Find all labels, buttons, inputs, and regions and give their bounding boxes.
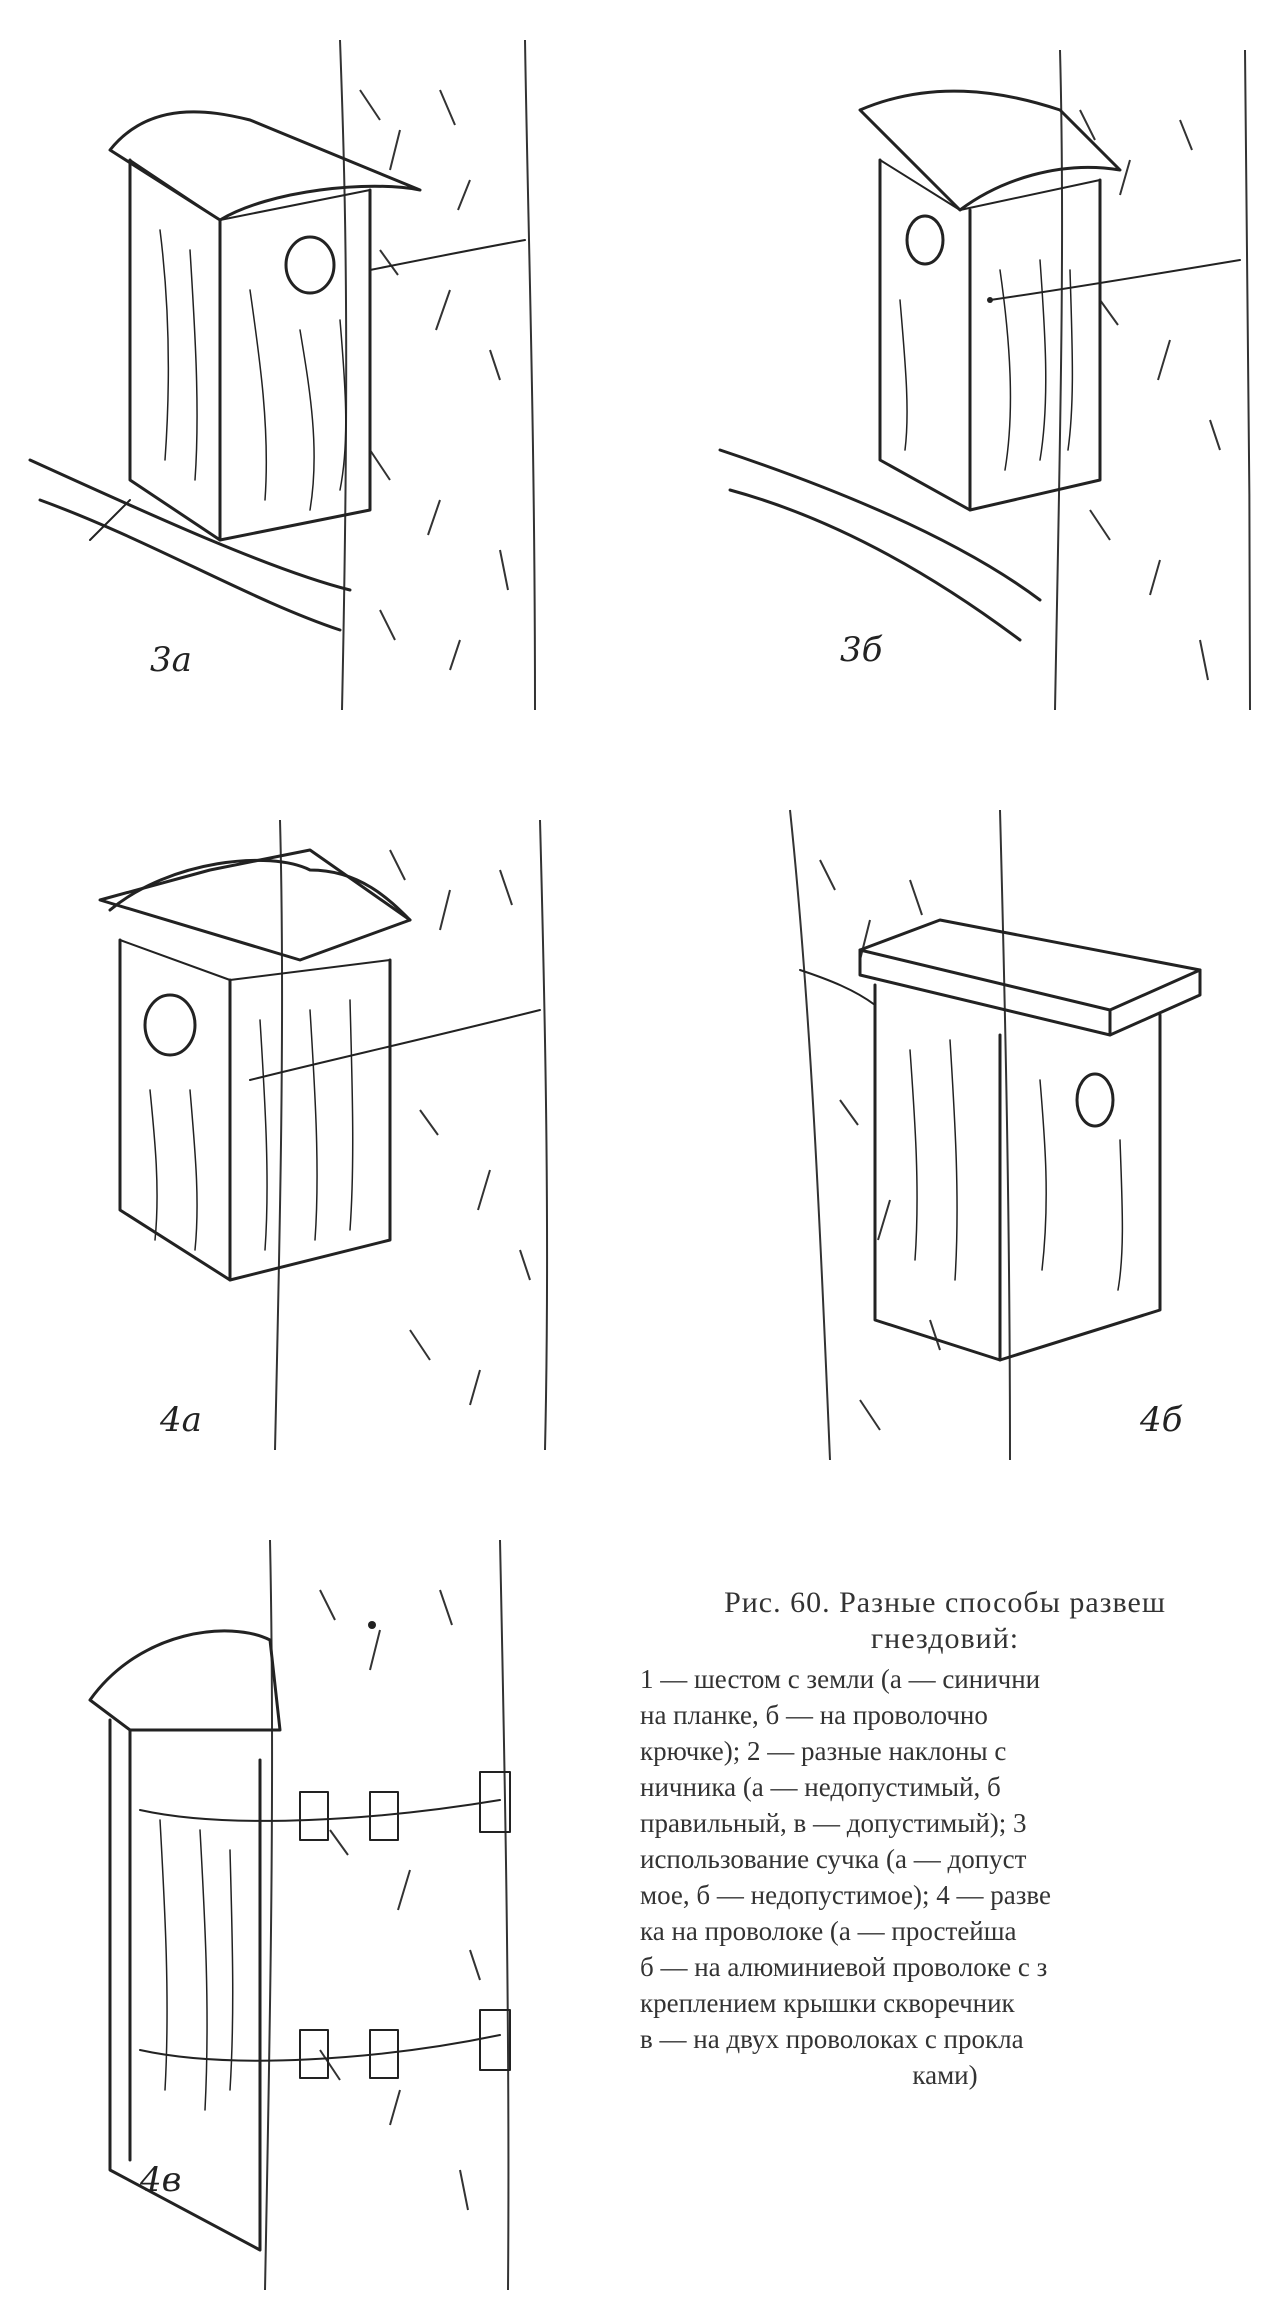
figure-3a bbox=[20, 30, 580, 710]
caption-title-line-1: Рис. 60. Разные способы развеш bbox=[724, 1586, 1166, 1619]
figure-label-4a: 4а bbox=[160, 1400, 202, 1440]
figure-label-3b: 3б bbox=[840, 630, 883, 670]
caption-line: в — на двух проволоках с прокла bbox=[640, 2024, 1024, 2054]
caption-body bbox=[640, 1661, 1250, 2093]
caption-line: б — на алюминиевой проволоке с з bbox=[640, 1952, 1048, 1982]
caption-line: мое, б — недопустимое); 4 — разве bbox=[640, 1880, 1051, 1910]
birdhouse-3a-drawing bbox=[20, 30, 580, 710]
caption-line: ка на проволоке (а — простейша bbox=[640, 1916, 1017, 1946]
figure-4a bbox=[90, 810, 610, 1450]
caption-line: креплением крышки скворечник bbox=[640, 1988, 1015, 2018]
caption-line: 1 — шестом с земли (а — синични bbox=[640, 1664, 1041, 1694]
figure-label-4b: 4б bbox=[1140, 1400, 1183, 1440]
caption-line: ничника (а — недопустимый, б bbox=[640, 1772, 1001, 1802]
caption-line: использование сучка (а — допуст bbox=[640, 1844, 1027, 1874]
figure-3b bbox=[700, 40, 1260, 710]
figure-4v bbox=[80, 1530, 580, 2290]
birdhouse-4b-drawing bbox=[780, 800, 1250, 1460]
figure-label-4v: 4в bbox=[140, 2160, 182, 2200]
figure-4b bbox=[780, 800, 1250, 1460]
caption-line: крючке); 2 — разные наклоны с bbox=[640, 1736, 1007, 1766]
birdhouse-3b-drawing bbox=[700, 40, 1260, 710]
figure-label-3a: 3а bbox=[150, 640, 192, 680]
birdhouse-4a-drawing bbox=[90, 810, 610, 1450]
caption-title bbox=[640, 1585, 1250, 1657]
caption-line: ками) bbox=[912, 2060, 978, 2090]
caption-line: на планке, б — на проволочно bbox=[640, 1700, 988, 1730]
caption-line: правильный, в — допустимый); 3 bbox=[640, 1808, 1027, 1838]
caption-title-line-2: гнездовий: bbox=[870, 1622, 1020, 1655]
figure-caption bbox=[640, 1585, 1250, 2093]
